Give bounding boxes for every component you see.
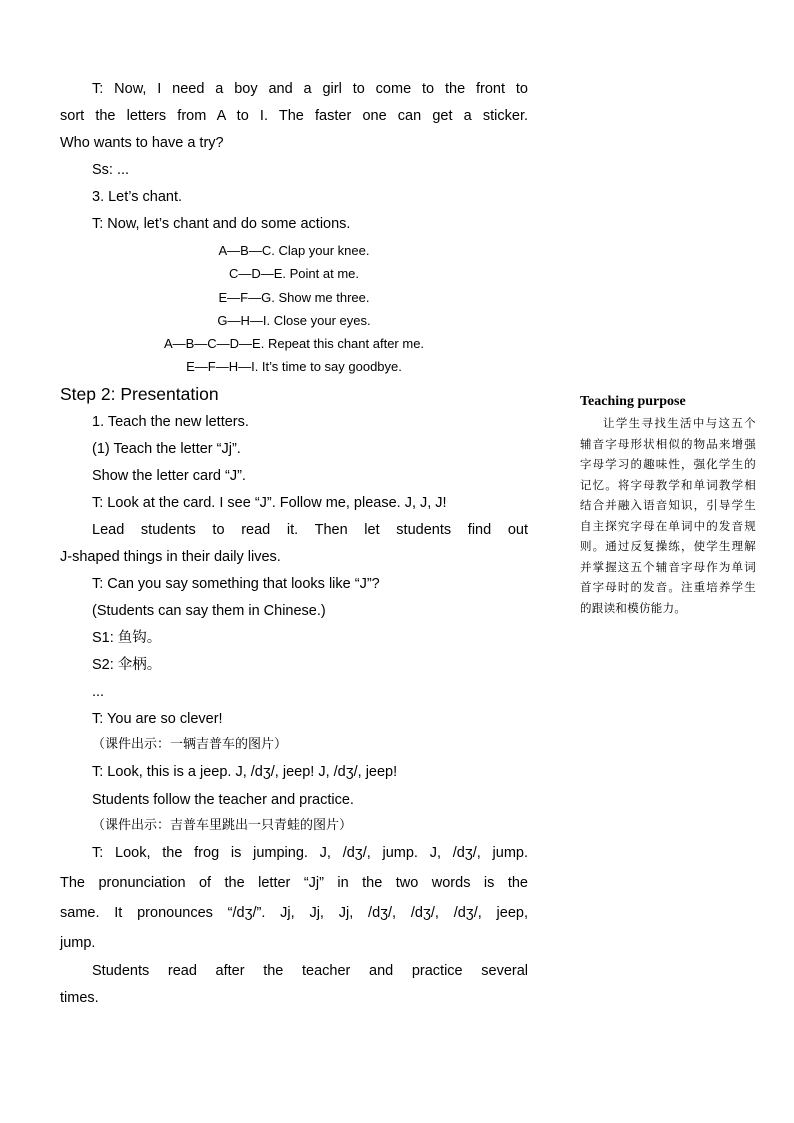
chant-line: E—F—G. Show me three. xyxy=(218,289,370,305)
teaching-purpose-sidebar xyxy=(580,394,756,618)
courseware-note: （课件出示：吉普车里跳出一只青蛙的图片） xyxy=(92,817,353,833)
instruction-line: T: Look, this is a jeep. J, /dʒ/, jeep! J, /dʒ/, jeep! xyxy=(92,763,398,780)
instruction-line: Students follow the teacher and practice. xyxy=(92,791,354,808)
instruction-line: T: Now, let’s chant and do some actions. xyxy=(92,216,351,232)
sidebar-body: 让学生寻找生活中与这五个辅音字母形状相似的物品来增强字母学习的趣味性，强化学生的记忆。将字母教学和单词教学相结合并融入语音知识，引导学生自主探究字母在单词中的发音规则。通过反复操练，使学生理解并掌握这五个辅音字母作为单词首字母时的发音。注重培养学生的跟读和模仿能力。 xyxy=(580,416,756,615)
student-response: S1: 鱼钩。 xyxy=(92,629,162,646)
instruction-line: sort the letters from A to I. The faster one can get a sticker. xyxy=(60,108,528,124)
chant-block xyxy=(60,239,528,379)
step-heading: Step 2: Presentation xyxy=(60,383,219,404)
student-response: S2: 伞柄。 xyxy=(92,656,162,673)
instruction-line: T: Look at the card. I see “J”. Follow me, please. J, J, J! xyxy=(92,494,447,511)
instruction-line: Lead students to read it. Then let students find out xyxy=(92,521,528,538)
instruction-line: Who wants to have a try? xyxy=(60,135,224,151)
instruction-line: Show the letter card “J”. xyxy=(92,467,246,484)
instruction-line: times. xyxy=(60,989,99,1006)
chant-line: A—B—C—D—E. Repeat this chant after me. xyxy=(163,336,425,352)
instruction-line: Students read after the teacher and practice several xyxy=(92,962,528,979)
courseware-note: （课件出示：一辆吉普车的图片） xyxy=(92,736,288,752)
instruction-line: T: Now, I need a boy and a girl to come to the front to xyxy=(92,81,528,97)
section-subheading: (1) Teach the letter “Jj”. xyxy=(92,440,241,457)
instruction-line: same. It pronounces “/dʒ/”. Jj, Jj, Jj, /dʒ/, /dʒ/, /dʒ/, jeep, xyxy=(60,904,528,921)
chant-line: C—D—E. Point at me. xyxy=(228,266,360,282)
sidebar-title: Teaching purpose xyxy=(580,394,686,409)
chant-line: G—H—I. Close your eyes. xyxy=(217,312,371,328)
chant-line: A—B—C. Clap your knee. xyxy=(218,243,370,258)
instruction-line: jump. xyxy=(60,934,96,951)
instruction-line: The pronunciation of the letter “Jj” in the two words is the xyxy=(60,874,528,891)
ellipsis: ... xyxy=(92,683,105,700)
instruction-line: T: You are so clever! xyxy=(92,710,223,727)
instruction-line: J-shaped things in their daily lives. xyxy=(60,548,281,565)
section-subheading: 1. Teach the new letters. xyxy=(92,413,249,430)
instruction-line: T: Can you say something that looks like “J”? xyxy=(92,575,380,592)
section-subheading: 3. Let’s chant. xyxy=(92,189,183,205)
instruction-line: T: Look, the frog is jumping. J, /dʒ/, jump. J, /dʒ/, jump. xyxy=(92,844,528,861)
lesson-plan-body xyxy=(60,76,528,1012)
chant-line: E—F—H—I. It’s time to say goodbye. xyxy=(186,359,402,375)
students-response: Ss: ... xyxy=(92,162,130,178)
instruction-line: (Students can say them in Chinese.) xyxy=(92,602,326,619)
